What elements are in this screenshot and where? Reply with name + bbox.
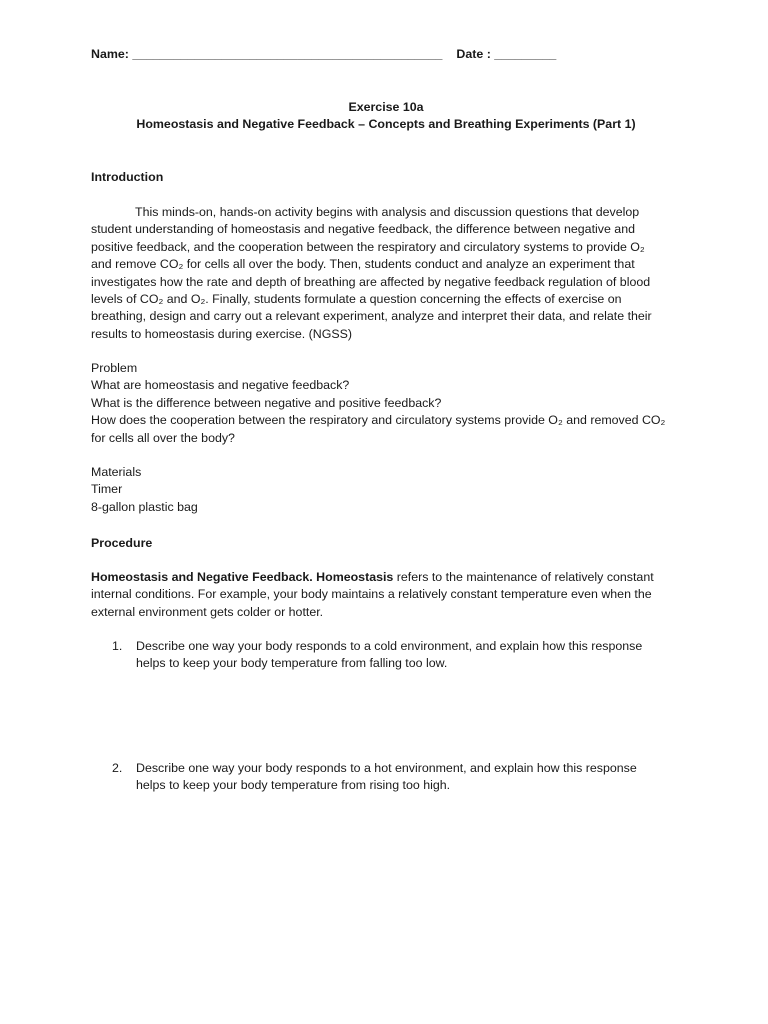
problem-section (91, 360, 681, 447)
page-title: Homeostasis and Negative Feedback – Concepts and Breathing Experiments (Part 1) (136, 117, 636, 132)
procedure-heading: Procedure (91, 536, 153, 550)
question-2 (112, 760, 680, 800)
intro-line: investigates how the rate and depth of breathing are affected by negative feedback regulation of blood (91, 274, 651, 289)
intro-line: results to homeostasis during exercise. (NGSS) (91, 326, 352, 341)
introduction-paragraph (91, 204, 681, 343)
name-field[interactable]: Name: _____________________________________________ (91, 47, 443, 61)
intro-line: positive feedback, and the cooperation between the respiratory and circulatory systems to provide O₂ (91, 239, 645, 254)
intro-line: levels of CO₂ and O₂. Finally, students formulate a question concerning the effects of exercise on (91, 292, 622, 307)
question-number: 2. (112, 761, 123, 775)
intro-line: and remove CO₂ for cells all over the body. Then, students conduct and analyze an experiment that (91, 257, 635, 272)
problem-question: What are homeostasis and negative feedback? (91, 378, 350, 393)
procedure-text: internal conditions. For example, your body maintains a relatively constant temperature even when the (91, 587, 652, 602)
question-1 (112, 638, 680, 678)
date-field[interactable]: Date : _________ (456, 47, 557, 61)
introduction-heading: Introduction (91, 170, 164, 184)
problem-question-cont: for cells all over the body? (91, 430, 235, 445)
question-text: Describe one way your body responds to a hot environment, and explain how this response (136, 761, 637, 775)
intro-line: This minds-on, hands-on activity begins with analysis and discussion questions that develop (135, 205, 640, 219)
materials-heading: Materials (91, 465, 142, 479)
procedure-paragraph (91, 569, 681, 621)
problem-heading: Problem (91, 361, 138, 375)
intro-line: breathing, design and carry out a relevant experiment, analyze and interpret their data, and relate their (91, 309, 652, 324)
procedure-text: external environment gets colder or hotter. (91, 604, 324, 619)
procedure-text: refers to the maintenance of relatively constant (393, 570, 654, 584)
problem-question: What is the difference between negative and positive feedback? (91, 395, 442, 410)
question-text: helps to keep your body temperature from rising too high. (136, 778, 451, 793)
problem-question: How does the cooperation between the respiratory and circulatory systems provide O₂ and removed CO₂ (91, 413, 666, 428)
intro-line: student understanding of homeostasis and negative feedback, the difference between negative and (91, 222, 635, 237)
exercise-number: Exercise 10a (348, 100, 424, 114)
material-item: 8-gallon plastic bag (91, 499, 198, 514)
header-fields (91, 46, 681, 63)
title-block (91, 99, 681, 134)
procedure-lead: Homeostasis and Negative Feedback. Homeostasis (91, 570, 394, 584)
question-number: 1. (112, 639, 123, 653)
question-text: Describe one way your body responds to a cold environment, and explain how this response (136, 639, 643, 653)
materials-section (91, 464, 681, 516)
material-item: Timer (91, 482, 123, 497)
question-text: helps to keep your body temperature from falling too low. (136, 656, 448, 671)
